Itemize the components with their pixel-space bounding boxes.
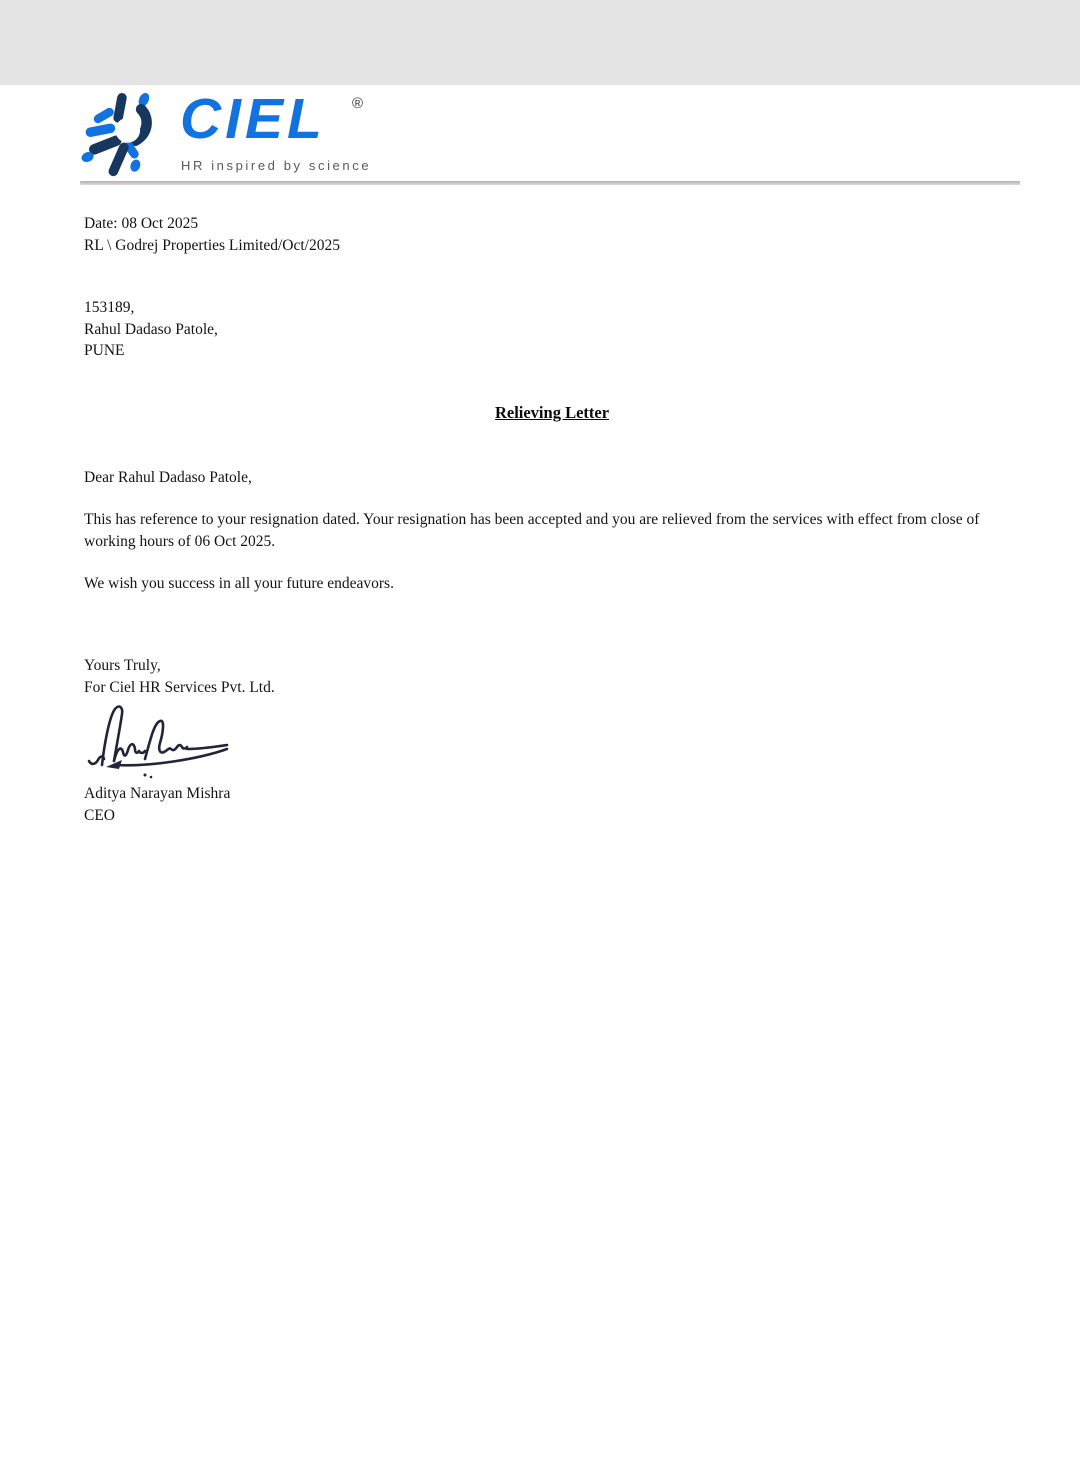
closing-line-2: For Ciel HR Services Pvt. Ltd. <box>84 678 275 696</box>
brand-name: CIEL <box>180 87 326 151</box>
body-paragraph-2-block <box>84 573 1014 595</box>
body-paragraph-1: This has reference to your resignation dated. Your resignation has been accepted and you are relieved from the services with effect from close of working hours of 06 Oct 2025. <box>84 511 980 550</box>
body-paragraph-2: We wish you success in all your future endeavors. <box>84 575 394 592</box>
letter-title-row <box>84 403 1020 423</box>
ciel-splash-logo-icon <box>78 88 164 184</box>
recipient-employee-id: 153189, <box>84 299 135 316</box>
date-line: Date: 08 Oct 2025 <box>84 215 199 232</box>
registered-trademark-icon: ® <box>352 95 364 112</box>
signatory-title: CEO <box>84 806 115 824</box>
signatory-name: Aditya Narayan Mishra <box>84 785 231 802</box>
salutation: Dear Rahul Dadaso Patole, <box>84 469 252 486</box>
recipient-city: PUNE <box>84 342 125 359</box>
recipient-name: Rahul Dadaso Patole, <box>84 320 218 338</box>
reference-line: RL \ Godrej Properties Limited/Oct/2025 <box>84 236 340 254</box>
brand-tagline: HR inspired by science <box>181 158 372 173</box>
letterhead-divider <box>80 181 1020 185</box>
salutation-block <box>84 467 252 489</box>
closing-block <box>84 655 275 698</box>
recipient-block <box>84 297 218 362</box>
signatory-block <box>84 783 230 826</box>
signature-image <box>84 699 234 783</box>
date-reference-block <box>84 213 340 256</box>
closing-line-1: Yours Truly, <box>84 657 161 674</box>
letter-page <box>0 85 1080 1465</box>
body-paragraph-1-block <box>84 509 1014 552</box>
top-gray-bar <box>0 0 1080 85</box>
letterhead <box>0 85 1080 190</box>
letter-title: Relieving Letter <box>494 403 610 422</box>
